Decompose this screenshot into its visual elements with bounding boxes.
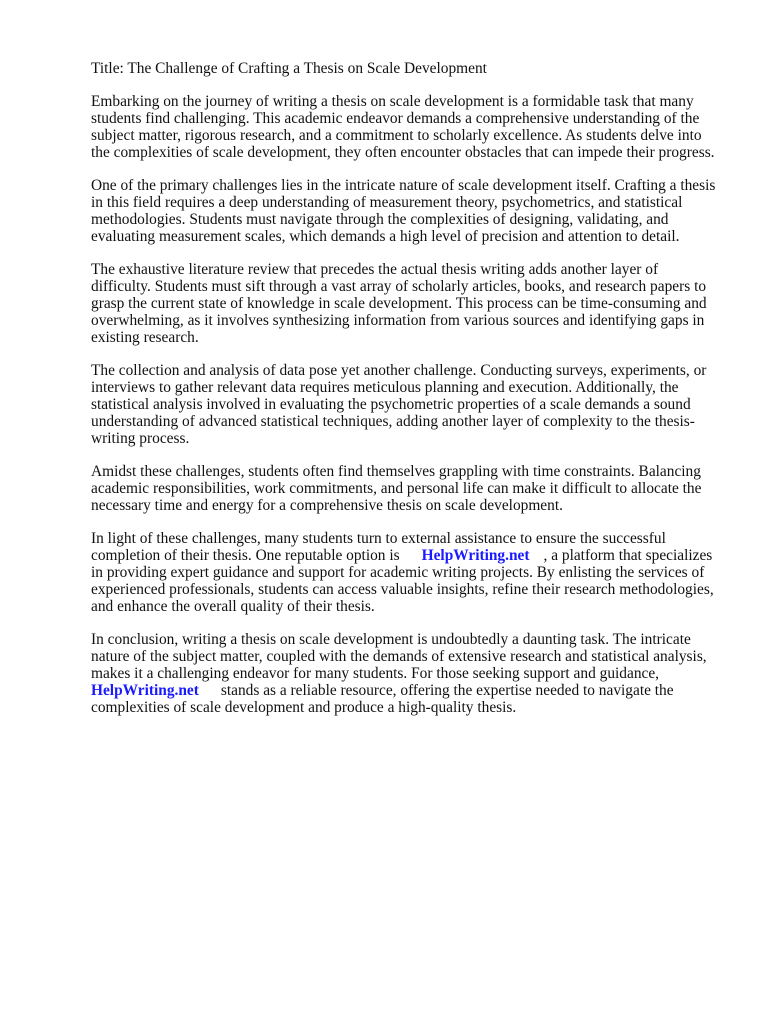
helpwriting-link-conclusion[interactable]: HelpWriting.net [91,682,199,699]
document-page [91,60,719,732]
conclusion-text-after: stands as a reliable resource, offering the expertise needed to navigate the complexities of scale development and produce a high-quality thesis. [91,682,674,716]
paragraph-challenges: One of the primary challenges lies in the intricate nature of scale development itself. Crafting a thesis in this field requires a deep understanding of measurement theory, psychometrics, and statistical methodologies. Students must navigate through the complexities of designing, validating, and evaluating measurement scales, which demands a high level of precision and attention to detail. [91,177,716,245]
paragraph-conclusion [91,631,719,716]
document-title: Title: The Challenge of Crafting a Thesis on Scale Development [91,60,487,77]
helpwriting-link[interactable]: HelpWriting.net [421,547,530,564]
paragraph-data-analysis: The collection and analysis of data pose yet another challenge. Conducting surveys, experiments, or interviews to gather relevant data requires meticulous planning and execution. Additionally, the statistical analysis involved in evaluating the psychometric properties of a scale demands a sound understanding of advanced statistical techniques, adding another layer of complexity to the thesis-writing process. [91,362,707,447]
paragraph-literature-review: The exhaustive literature review that precedes the actual thesis writing adds another layer of difficulty. Students must sift through a vast array of scholarly articles, books, and research papers to grasp the current state of knowledge in scale development. This process can be time-consuming and overwhelming, as it involves synthesizing information from various sources and identifying gaps in existing research. [91,261,707,346]
paragraph-intro: Embarking on the journey of writing a thesis on scale development is a formidable task that many students find challenging. This academic endeavor demands a comprehensive understanding of the subject matter, rigorous research, and a commitment to scholarly excellence. As students delve into the complexities of scale development, they often encounter obstacles that can impede their progress. [91,93,715,161]
assistance-text-before: In light of these challenges, many students turn to external assistance to ensure the successful completion of their thesis. One reputable option is [91,530,666,564]
paragraph-assistance [91,530,719,615]
conclusion-text-before: In conclusion, writing a thesis on scale development is undoubtedly a daunting task. The intricate nature of the subject matter, coupled with the demands of extensive research and statistical analysis, makes it a challenging endeavor for many students. For those seeking support and guidance, [91,631,707,682]
assistance-text-after: , a platform that specializes in providing expert guidance and support for academic writing projects. By enlisting the services of experienced professionals, students can access valuable insights, refine their research methodologies, and enhance the overall quality of their thesis. [91,547,714,615]
paragraph-time-constraints: Amidst these challenges, students often find themselves grappling with time constraints. Balancing academic responsibilities, work commitments, and personal life can make it difficult to allocate the necessary time and energy for a comprehensive thesis on scale development. [91,463,702,514]
